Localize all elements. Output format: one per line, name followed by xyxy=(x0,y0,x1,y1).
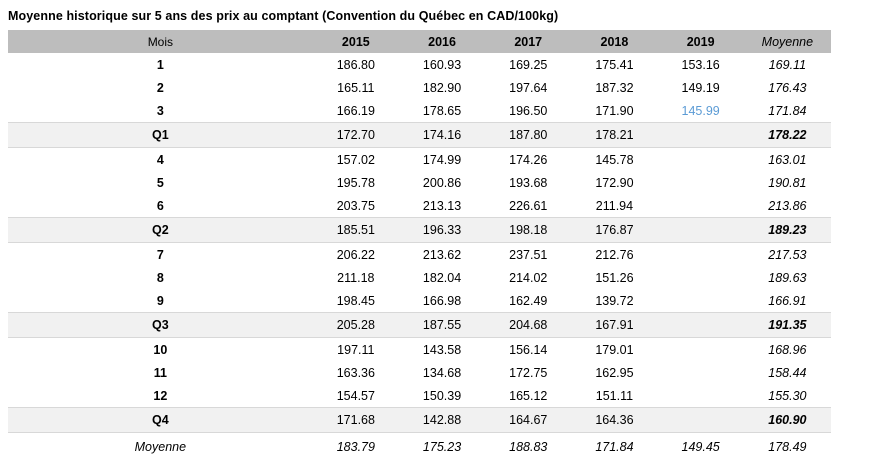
value-cell: 153.16 xyxy=(681,57,720,72)
value-cell: 151.26 xyxy=(595,270,634,285)
value-cell: 189.63 xyxy=(768,270,807,285)
row-label: 10 xyxy=(153,342,168,357)
value-cell xyxy=(658,194,744,218)
month-row xyxy=(8,194,831,218)
value-cell: 162.49 xyxy=(509,293,548,308)
value-cell: 205.28 xyxy=(336,318,375,332)
value-cell: 206.22 xyxy=(336,247,375,262)
row-label: Moyenne xyxy=(134,439,187,454)
column-header-2017: 2017 xyxy=(485,30,571,53)
column-header-2019: 2019 xyxy=(658,30,744,53)
row-label: 12 xyxy=(153,388,168,403)
value-cell xyxy=(658,266,744,289)
value-cell: 172.75 xyxy=(509,365,548,380)
value-cell: 187.32 xyxy=(595,80,634,95)
month-row xyxy=(8,338,831,362)
value-cell xyxy=(658,408,744,433)
value-cell: 166.19 xyxy=(336,103,375,118)
value-cell: 163.01 xyxy=(768,152,807,167)
value-cell: 166.98 xyxy=(422,293,462,308)
row-label: Q4 xyxy=(152,413,169,427)
value-cell: 139.72 xyxy=(595,293,634,308)
value-cell: 142.88 xyxy=(422,413,462,427)
value-cell xyxy=(658,123,744,148)
value-cell: 145.78 xyxy=(595,152,634,167)
value-cell: 172.90 xyxy=(595,175,634,190)
quarter-summary-row xyxy=(8,408,831,433)
row-label: 6 xyxy=(156,198,164,213)
value-cell: 213.13 xyxy=(422,198,462,213)
value-cell: 185.51 xyxy=(336,223,375,237)
column-header-2015: 2015 xyxy=(313,30,399,53)
value-cell: 154.57 xyxy=(336,388,375,403)
value-cell: 178.49 xyxy=(768,439,807,454)
value-cell: 158.44 xyxy=(768,365,807,380)
value-cell xyxy=(658,218,744,243)
value-cell xyxy=(658,243,744,267)
value-cell xyxy=(658,361,744,384)
value-cell: 143.58 xyxy=(422,342,462,357)
quarter-summary-row xyxy=(8,123,831,148)
row-label: 4 xyxy=(156,152,164,167)
value-cell: 237.51 xyxy=(509,247,548,262)
column-header-moyenne: Moyenne xyxy=(744,30,831,53)
month-row xyxy=(8,171,831,194)
value-cell: 174.99 xyxy=(422,152,462,167)
column-header-mois: Mois xyxy=(8,30,313,53)
value-cell: 179.01 xyxy=(595,342,634,357)
row-label: 5 xyxy=(156,175,164,190)
value-cell: 213.86 xyxy=(768,198,807,213)
value-cell: 189.23 xyxy=(768,223,807,237)
value-cell: 174.26 xyxy=(509,152,548,167)
value-cell xyxy=(658,289,744,313)
value-cell: 134.68 xyxy=(422,365,462,380)
value-cell: 178.21 xyxy=(595,128,634,142)
value-cell: 182.04 xyxy=(422,270,462,285)
value-cell: 149.45 xyxy=(681,439,720,454)
row-label: 8 xyxy=(156,270,164,285)
value-cell: 187.80 xyxy=(509,128,548,142)
value-cell: 167.91 xyxy=(595,318,634,332)
value-cell: 160.90 xyxy=(768,413,807,427)
value-cell: 164.36 xyxy=(595,413,634,427)
value-cell: 175.41 xyxy=(595,57,634,72)
value-cell: 186.80 xyxy=(336,57,375,72)
value-cell: 155.30 xyxy=(768,388,807,403)
month-row xyxy=(8,361,831,384)
row-label: 9 xyxy=(156,293,164,308)
value-cell: 178.65 xyxy=(422,103,462,118)
month-row xyxy=(8,99,831,123)
header-row xyxy=(8,30,831,53)
value-cell: 176.87 xyxy=(595,223,634,237)
value-cell: 217.53 xyxy=(768,247,807,262)
value-cell: 196.50 xyxy=(509,103,548,118)
value-cell: 226.61 xyxy=(509,198,548,213)
row-label: Q2 xyxy=(152,223,169,237)
value-cell: 195.78 xyxy=(336,175,375,190)
month-row xyxy=(8,289,831,313)
value-cell xyxy=(658,313,744,338)
table-header xyxy=(8,30,831,53)
value-cell: 197.11 xyxy=(337,342,375,357)
value-cell: 183.79 xyxy=(336,439,375,454)
value-cell: 182.90 xyxy=(422,80,462,95)
value-cell: 149.19 xyxy=(681,80,720,95)
value-cell: 204.68 xyxy=(509,318,548,332)
value-cell: 169.11 xyxy=(768,57,807,72)
value-cell: 176.43 xyxy=(768,80,807,95)
value-cell: 169.25 xyxy=(509,57,548,72)
row-label: 1 xyxy=(156,57,164,72)
value-cell: 171.68 xyxy=(336,413,375,427)
row-label: 7 xyxy=(156,247,164,262)
value-cell: 193.68 xyxy=(509,175,548,190)
value-cell: 196.33 xyxy=(422,223,462,237)
average-row xyxy=(8,433,831,458)
value-cell: 160.93 xyxy=(422,57,462,72)
row-label: 2 xyxy=(156,80,164,95)
value-cell: 145.99 xyxy=(681,103,720,118)
value-cell: 171.84 xyxy=(595,439,634,454)
value-cell xyxy=(658,148,744,172)
value-cell xyxy=(658,338,744,362)
value-cell: 188.83 xyxy=(509,439,548,454)
value-cell: 178.22 xyxy=(768,128,807,142)
value-cell: 175.23 xyxy=(422,439,462,454)
value-cell: 171.90 xyxy=(595,103,634,118)
value-cell: 163.36 xyxy=(336,365,375,380)
value-cell: 157.02 xyxy=(336,152,375,167)
value-cell: 172.70 xyxy=(336,128,375,142)
value-cell: 214.02 xyxy=(509,270,548,285)
value-cell xyxy=(658,171,744,194)
value-cell: 165.11 xyxy=(337,80,375,95)
value-cell: 200.86 xyxy=(422,175,462,190)
value-cell: 168.96 xyxy=(768,342,807,357)
page-title: Moyenne historique sur 5 ans des prix au comptant (Convention du Québec en CAD/100kg) xyxy=(8,9,559,23)
value-cell: 211.18 xyxy=(337,270,375,285)
month-row xyxy=(8,266,831,289)
value-cell: 156.14 xyxy=(509,342,548,357)
value-cell: 171.84 xyxy=(768,103,807,118)
value-cell: 165.12 xyxy=(509,388,548,403)
value-cell: 174.16 xyxy=(422,128,462,142)
value-cell: 197.64 xyxy=(509,80,548,95)
column-header-2016: 2016 xyxy=(399,30,485,53)
column-header-2018: 2018 xyxy=(571,30,657,53)
value-cell: 203.75 xyxy=(336,198,375,213)
value-cell xyxy=(658,384,744,408)
value-cell: 164.67 xyxy=(509,413,548,427)
value-cell: 166.91 xyxy=(768,293,807,308)
value-cell: 162.95 xyxy=(595,365,634,380)
row-label: Q3 xyxy=(152,318,169,332)
value-cell: 198.45 xyxy=(336,293,375,308)
month-row xyxy=(8,53,831,76)
row-label: 3 xyxy=(156,103,164,118)
month-row xyxy=(8,148,831,172)
value-cell: 213.62 xyxy=(422,247,462,262)
quarter-summary-row xyxy=(8,218,831,243)
value-cell: 187.55 xyxy=(422,318,462,332)
month-row xyxy=(8,384,831,408)
value-cell: 191.35 xyxy=(768,318,807,332)
month-row xyxy=(8,76,831,99)
value-cell: 190.81 xyxy=(768,175,807,190)
value-cell: 211.94 xyxy=(595,198,634,213)
value-cell: 212.76 xyxy=(595,247,634,262)
quarter-summary-row xyxy=(8,313,831,338)
value-cell: 150.39 xyxy=(422,388,462,403)
row-label: Q1 xyxy=(152,128,169,142)
value-cell: 198.18 xyxy=(509,223,548,237)
month-row xyxy=(8,243,831,267)
table-body xyxy=(8,53,831,458)
historical-spot-price-table xyxy=(8,30,831,458)
value-cell: 151.11 xyxy=(595,388,634,403)
row-label: 11 xyxy=(153,365,167,380)
